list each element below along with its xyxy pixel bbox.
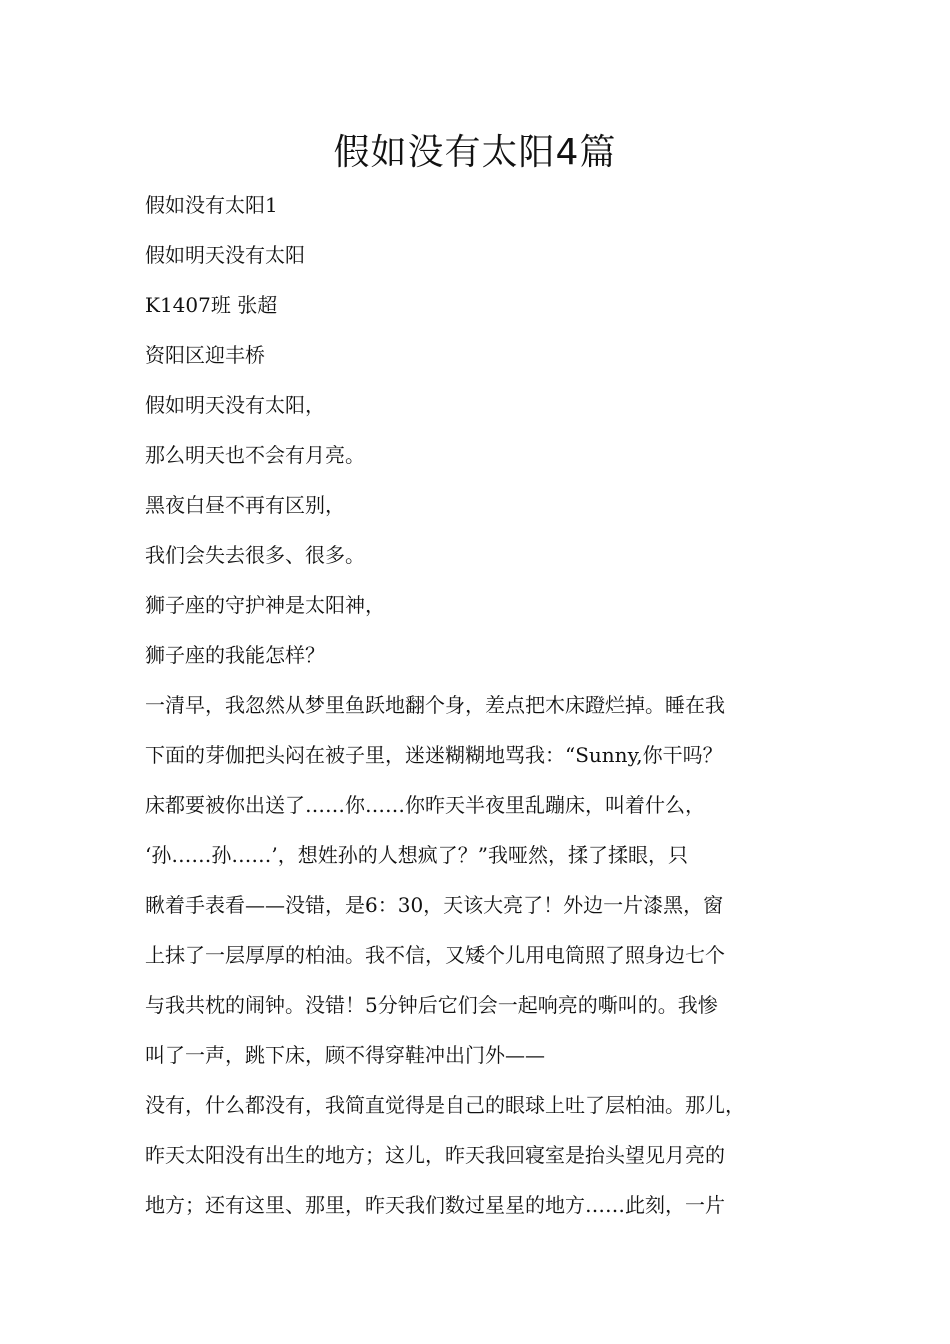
text-line: 资阳区迎丰桥 bbox=[145, 343, 265, 367]
paragraph-line: 上抹了一层厚厚的柏油。我不信，又矮个儿用电筒照了照身边七个 bbox=[145, 943, 725, 967]
paragraph-2 bbox=[145, 1080, 825, 1230]
text-line: 那么明天也不会有月亮。 bbox=[145, 443, 365, 467]
text-line: 假如明天没有太阳 bbox=[145, 243, 305, 267]
text-line: 我们会失去很多、很多。 bbox=[145, 543, 365, 567]
text-line: K1407班 张超 bbox=[145, 293, 278, 317]
text-line: 假如明天没有太阳， bbox=[145, 393, 325, 417]
paragraph-line: ‘孙……孙……’，想姓孙的人想疯了？”我哑然，揉了揉眼，只 bbox=[145, 843, 688, 867]
text-line: 狮子座的我能怎样？ bbox=[145, 643, 325, 667]
paragraph-line: 没有，什么都没有，我简直觉得是自己的眼球上吐了层柏油。那儿， bbox=[145, 1093, 745, 1117]
paragraph-line: 床都要被你出送了……你……你昨天半夜里乱蹦床，叫着什么， bbox=[145, 793, 705, 817]
paragraph-line: 地方；还有这里、那里，昨天我们数过星星的地方……此刻，一片 bbox=[145, 1193, 725, 1217]
paragraph-line: 叫了一声，跳下床，顾不得穿鞋冲出门外—— bbox=[145, 1043, 545, 1067]
paragraph-line: 瞅着手表看——没错，是6：30，天该大亮了！外边一片漆黑，窗 bbox=[145, 893, 724, 917]
document-title: 假如没有太阳4篇 bbox=[333, 132, 617, 173]
paragraph-line: 一清早，我忽然从梦里鱼跃地翻个身，差点把木床蹬烂掉。睡在我 bbox=[145, 693, 725, 717]
paragraph-1 bbox=[145, 680, 825, 1080]
paragraph-line: 昨天太阳没有出生的地方；这儿，昨天我回寝室是抬头望见月亮的 bbox=[145, 1143, 725, 1167]
text-line: 狮子座的守护神是太阳神， bbox=[145, 593, 385, 617]
paragraph-line: 下面的芽伽把头闷在被子里，迷迷糊糊地骂我：“Sunny,你干吗？ bbox=[145, 743, 723, 767]
paragraph-line: 与我共枕的闹钟。没错！5分钟后它们会一起响亮的嘶叫的。我惨 bbox=[145, 993, 718, 1017]
document-body bbox=[145, 180, 825, 1230]
text-line: 假如没有太阳1 bbox=[145, 193, 278, 217]
text-line: 黑夜白昼不再有区别， bbox=[145, 493, 345, 517]
